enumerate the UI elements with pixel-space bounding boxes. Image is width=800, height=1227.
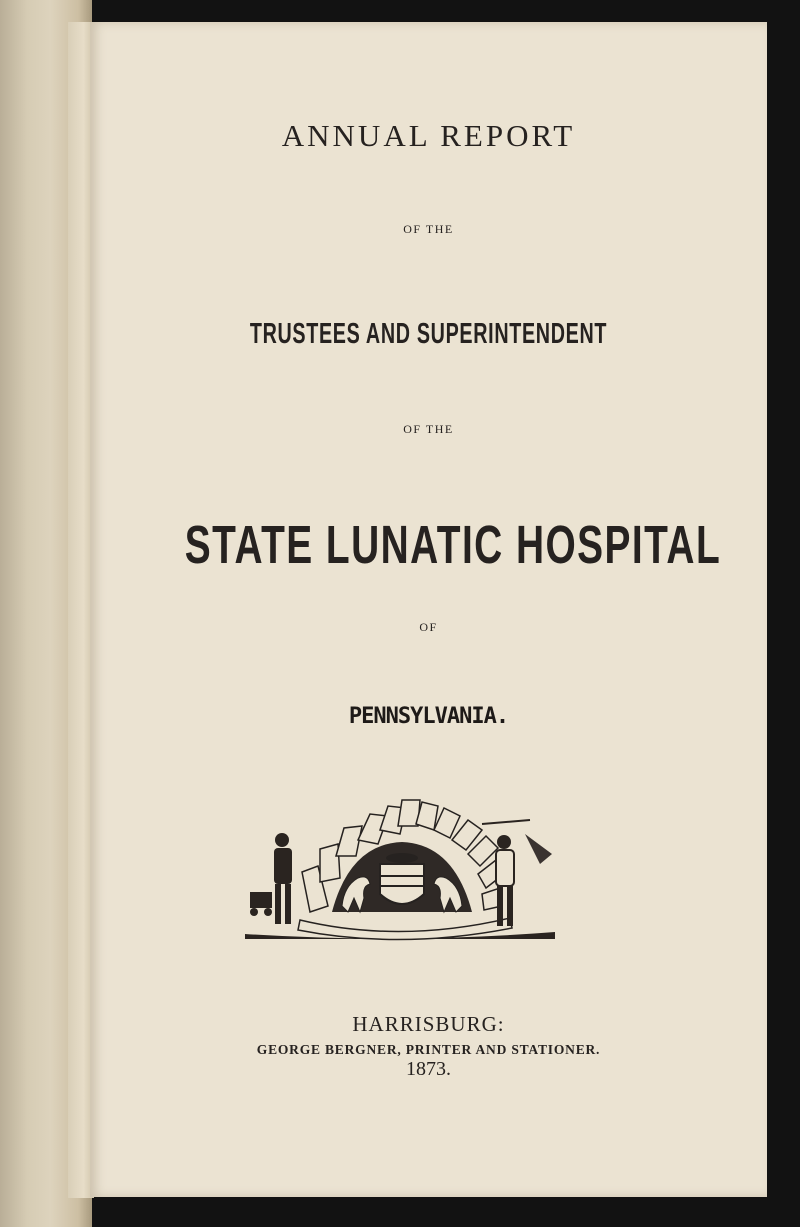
of-the-first: OF THE bbox=[403, 222, 454, 236]
state-name: PENNSYLVANIA. bbox=[348, 704, 509, 729]
title-page bbox=[90, 22, 767, 1197]
report-title: ANNUAL REPORT bbox=[281, 118, 576, 153]
of-the-second: OF THE bbox=[403, 422, 454, 436]
imprint-printer: GEORGE BERGNER, PRINTER AND STATIONER. bbox=[256, 1042, 601, 1057]
report-subtitle: TRUSTEES AND SUPERINTENDENT bbox=[249, 318, 608, 350]
institution-name: STATE LUNATIC HOSPITAL bbox=[184, 515, 722, 575]
of-label: OF bbox=[419, 620, 438, 634]
imprint-year: 1873. bbox=[406, 1058, 451, 1080]
pennsylvania-seal-icon bbox=[240, 794, 560, 944]
imprint-city: HARRISBURG: bbox=[352, 1012, 505, 1036]
